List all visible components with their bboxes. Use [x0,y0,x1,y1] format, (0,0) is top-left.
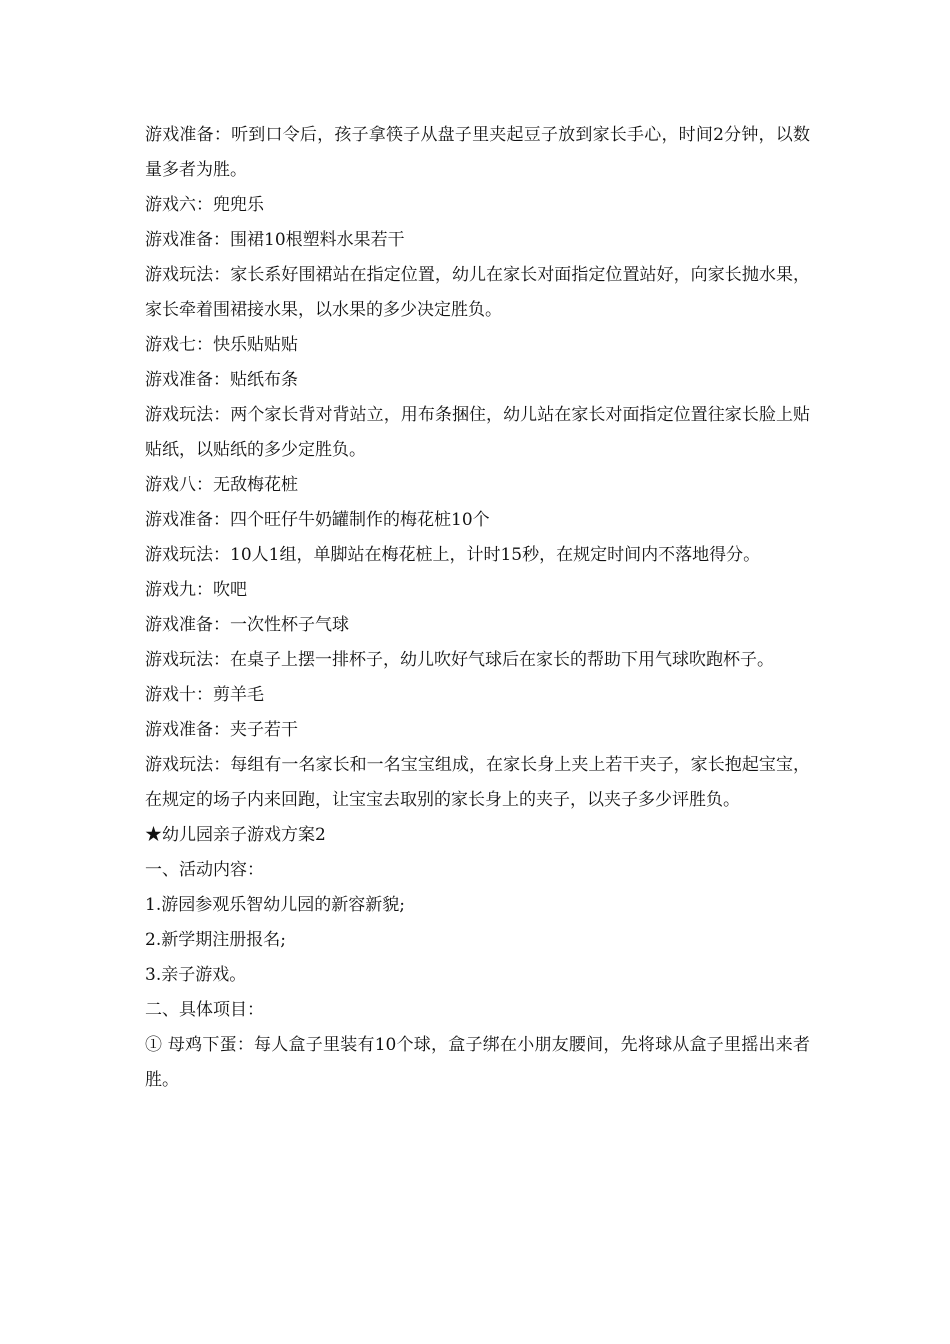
heading-game8: 游戏八：无敌梅花桩 [145,475,298,495]
heading-game10: 游戏十：剪羊毛 [145,685,264,705]
paragraph-game7-prep: 游戏准备：贴纸布条 [145,370,298,390]
paragraph-game8-rules: 游戏玩法：10人1组，单脚站在梅花桩上，计时15秒，在规定时间内不落地得分。 [145,545,761,565]
paragraph-game9-prep: 游戏准备：一次性杯子气球 [145,615,349,635]
paragraph-game7-rules: 游戏玩法：两个家长背对背站立，用布条捆住，幼儿站在家长对面指定位置往家长脸上贴贴纸，以贴纸的多少定胜负。 [145,405,810,460]
list-item-3: 3.亲子游戏。 [145,965,247,985]
heading-game9: 游戏九：吹吧 [145,580,247,600]
section-title-plan2: ★幼儿园亲子游戏方案2 [145,825,326,845]
paragraph-hen-lays-eggs: ① 母鸡下蛋：每人盒子里装有10个球，盒子绑在小朋友腰间，先将球从盒子里摇出来者胜。 [145,1035,810,1090]
paragraph-game10-rules: 游戏玩法：每组有一名家长和一名宝宝组成，在家长身上夹上若干夹子，家长抱起宝宝，在规定的场子内来回跑，让宝宝去取别的家长身上的夹子，以夹子多少评胜负。 [145,755,810,810]
heading-game7: 游戏七：快乐贴贴贴 [145,335,298,355]
paragraph-game5-prep: 游戏准备：听到口令后，孩子拿筷子从盘子里夹起豆子放到家长手心，时间2分钟，以数量多者为胜。 [145,125,810,180]
heading-activity-content: 一、活动内容： [145,860,264,880]
paragraph-game9-rules: 游戏玩法：在桌子上摆一排杯子，幼儿吹好气球后在家长的帮助下用气球吹跑杯子。 [145,650,774,670]
document-body [145,118,810,1098]
heading-game6: 游戏六：兜兜乐 [145,195,264,215]
paragraph-game8-prep: 游戏准备：四个旺仔牛奶罐制作的梅花桩10个 [145,510,490,530]
list-item-2: 2.新学期注册报名; [145,930,286,950]
paragraph-game10-prep: 游戏准备：夹子若干 [145,720,298,740]
list-item-1: 1.游园参观乐智幼儿园的新容新貌; [145,895,405,915]
paragraph-game6-prep: 游戏准备：围裙10根塑料水果若干 [145,230,405,250]
paragraph-game6-rules: 游戏玩法：家长系好围裙站在指定位置，幼儿在家长对面指定位置站好，向家长抛水果，家长牵着围裙接水果，以水果的多少决定胜负。 [145,265,810,320]
heading-specific-items: 二、具体项目： [145,1000,264,1020]
